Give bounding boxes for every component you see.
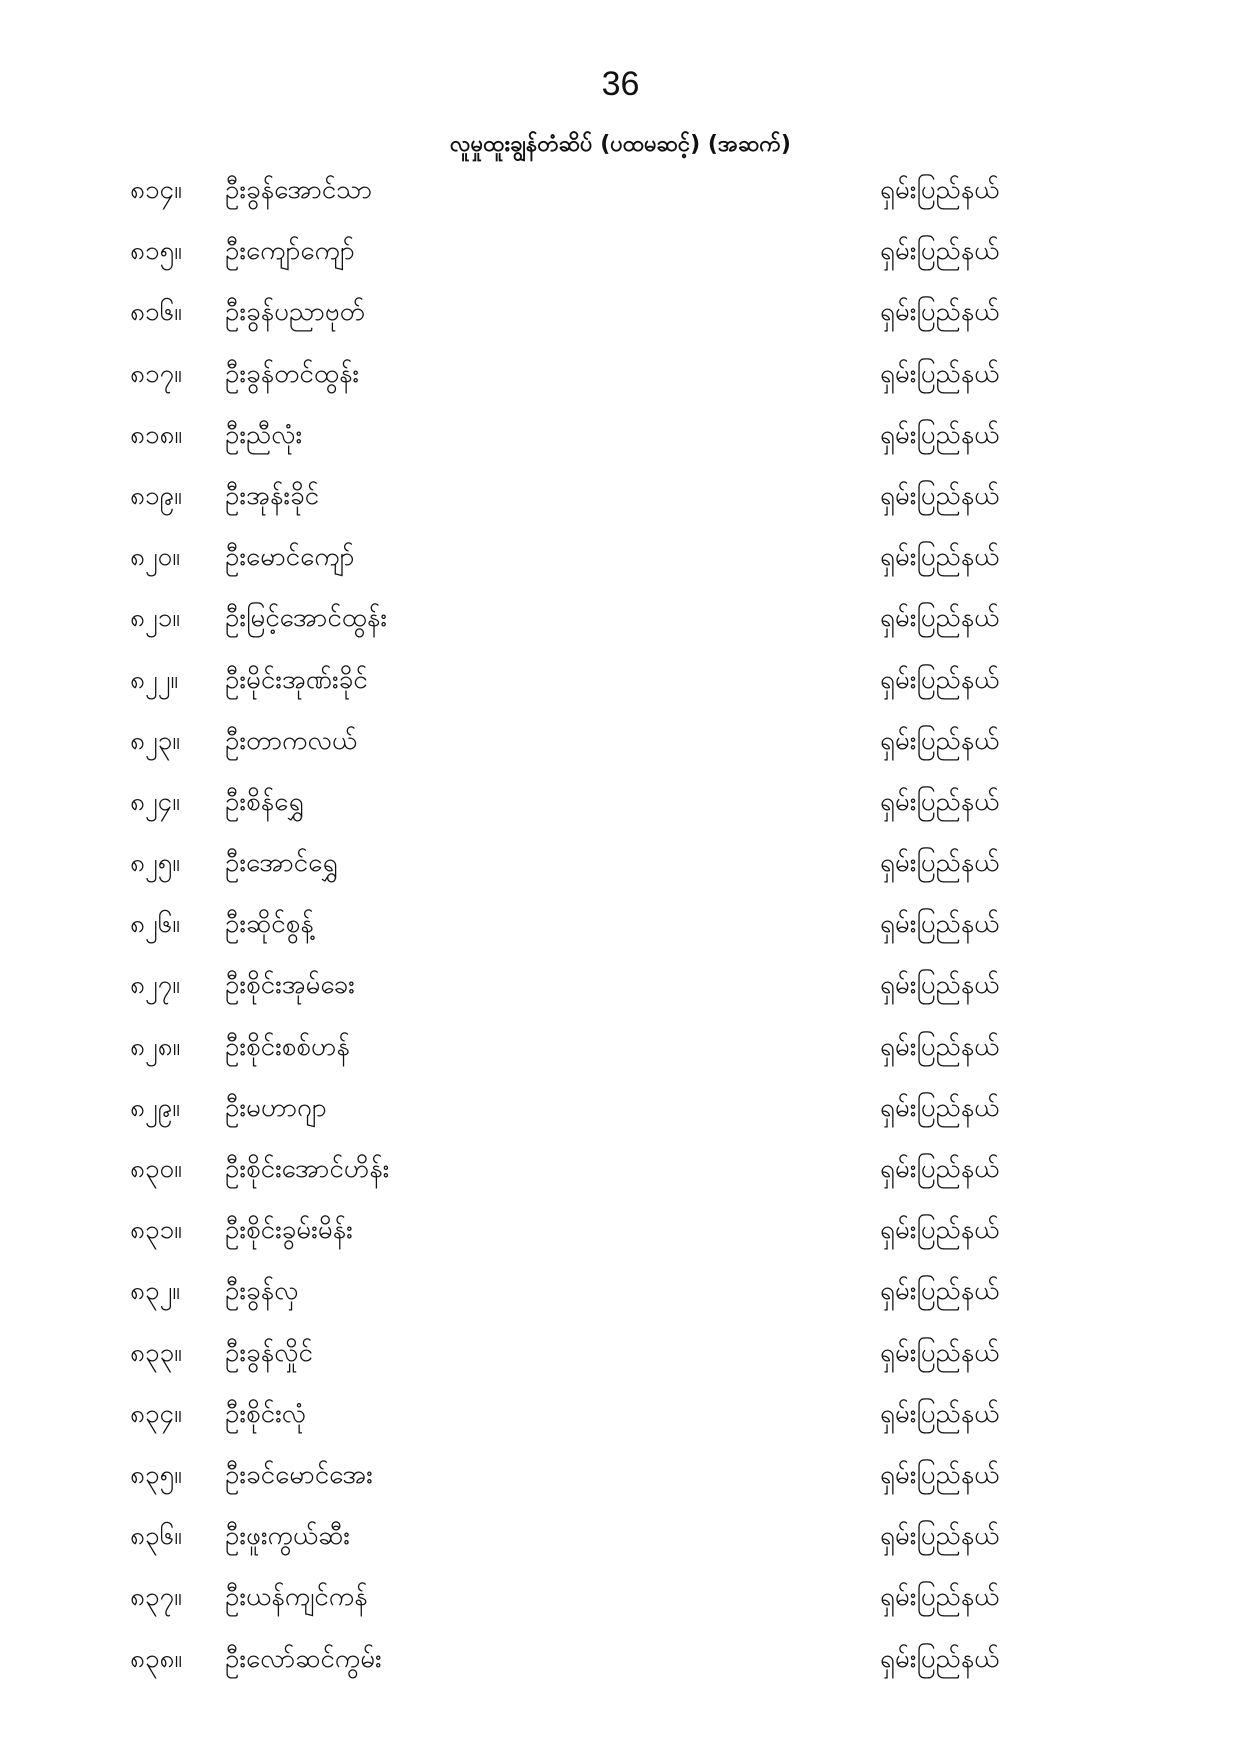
entry-number: ၈၂၅။ — [130, 848, 181, 879]
entry-number: ၈၃၅။ — [130, 1459, 182, 1490]
list-item — [0, 955, 1241, 1016]
recipient-name: ဦးအုန်းခိုင် — [225, 480, 319, 511]
list-item — [0, 1567, 1241, 1628]
list-item — [0, 650, 1241, 711]
list-item — [0, 1445, 1241, 1506]
recipient-name: ဦးလော်ဆင်ကွမ်း — [225, 1643, 382, 1674]
list-item — [0, 1629, 1241, 1690]
recipient-name: ဦးအောင်ရွှေ — [225, 848, 338, 879]
list-item — [0, 405, 1241, 466]
recipient-name: ဦးခင်မောင်အေး — [225, 1459, 373, 1490]
recipient-state: ရှမ်းပြည်နယ် — [880, 480, 1000, 511]
entry-number: ၈၃၇။ — [130, 1582, 182, 1613]
recipient-state: ရှမ်းပြည်နယ် — [880, 970, 1000, 1001]
entry-number: ၈၂၁။ — [130, 603, 181, 634]
recipient-state: ရှမ်းပြည်နယ် — [880, 1582, 1000, 1613]
list-item — [0, 1384, 1241, 1445]
recipient-name: ဦးတာကလယ် — [225, 725, 358, 756]
entry-number: ၈၂၃။ — [130, 725, 181, 756]
list-item — [0, 160, 1241, 221]
entry-number: ၈၂၉။ — [130, 1092, 181, 1123]
list-item — [0, 466, 1241, 527]
recipient-state: ရှမ်းပြည်နယ် — [880, 542, 1000, 573]
entry-number: ၈၁၈။ — [130, 419, 183, 450]
recipient-name: ဦးမြင့်အောင်ထွန်း — [225, 603, 387, 634]
entry-number: ၈၃၃။ — [130, 1337, 182, 1368]
recipient-state: ရှမ်းပြည်နယ် — [880, 297, 1000, 328]
recipient-state: ရှမ်းပြည်နယ် — [880, 1337, 1000, 1368]
list-item — [0, 1139, 1241, 1200]
list-item — [0, 1323, 1241, 1384]
recipient-state: ရှမ်းပြည်နယ် — [880, 1154, 1000, 1184]
page-title: လူမှုထူးချွန်တံဆိပ် (ပထမဆင့်) (အဆက်) — [450, 132, 791, 157]
entry-number: ၈၃၁။ — [130, 1215, 182, 1246]
list-item — [0, 1078, 1241, 1139]
recipient-name: ဦးစိုင်းလုံ — [225, 1398, 307, 1429]
list-item — [0, 833, 1241, 894]
recipient-name: ဦးစိုင်းအောင်ဟိန်း — [225, 1154, 390, 1184]
recipient-state: ရှမ်းပြည်နယ် — [880, 603, 1000, 634]
recipient-state: ရှမ်းပြည်နယ် — [880, 786, 1000, 817]
entry-number: ၈၁၄။ — [130, 175, 182, 205]
recipient-state: ရှမ်းပြည်နယ် — [880, 664, 1000, 695]
recipient-name: ဦးစိုင်းစစ်ဟန် — [225, 1031, 350, 1062]
page-number: 36 — [601, 65, 640, 103]
entry-number: ၈၁၉။ — [130, 480, 182, 511]
entry-number: ၈၂၄။ — [130, 786, 181, 817]
recipient-name: ဦးခွန်ပညာဗုတ် — [225, 297, 365, 328]
entry-number: ၈၃၀။ — [130, 1154, 182, 1184]
recipient-name: ဦးမဟာဂျာ — [225, 1092, 327, 1123]
entry-number: ၈၂၇။ — [130, 970, 181, 1001]
recipient-name: ဦးကျော်ကျော် — [225, 236, 355, 267]
recipient-name: ဦးဖူးကွယ်ဆီး — [225, 1521, 350, 1552]
recipient-state: ရှမ်းပြည်နယ် — [880, 1031, 1000, 1062]
recipient-state: ရှမ်းပြည်နယ် — [880, 1643, 1000, 1674]
list-item — [0, 894, 1241, 955]
recipient-name: ဦးညီလုံး — [225, 419, 303, 450]
recipient-state: ရှမ်းပြည်နယ် — [880, 419, 1000, 450]
list-item — [0, 588, 1241, 649]
recipient-state: ရှမ်းပြည်နယ် — [880, 909, 1000, 940]
list-item — [0, 282, 1241, 343]
recipient-name: ဦးခွန်အောင်သာ — [225, 175, 373, 205]
recipient-state: ရှမ်းပြည်နယ် — [880, 1521, 1000, 1552]
recipient-state: ရှမ်းပြည်နယ် — [880, 1398, 1000, 1429]
recipient-state: ရှမ်းပြည်နယ် — [880, 358, 1000, 389]
entry-number: ၈၃၈။ — [130, 1643, 183, 1674]
recipient-name: ဦးစိုင်းအုမ်ခေး — [225, 970, 355, 1001]
entry-number: ၈၂၆။ — [130, 909, 181, 940]
entry-number: ၈၃၄။ — [130, 1398, 182, 1429]
recipient-state: ရှမ်းပြည်နယ် — [880, 848, 1000, 879]
recipient-state: ရှမ်းပြည်နယ် — [880, 175, 1000, 205]
entry-number: ၈၃၆။ — [130, 1521, 182, 1552]
list-item — [0, 1017, 1241, 1078]
list-item — [0, 344, 1241, 405]
entry-number: ၈၃၂။ — [130, 1276, 181, 1307]
list-item — [0, 711, 1241, 772]
award-recipient-list — [0, 160, 1241, 1690]
recipient-name: ဦးစိုင်းခွမ်းမိန်း — [225, 1215, 353, 1246]
list-item — [0, 1506, 1241, 1567]
recipient-name: ဦးယန်ကျင်ကန် — [225, 1582, 368, 1613]
list-item — [0, 1200, 1241, 1261]
entry-number: ၈၂၀။ — [130, 542, 181, 573]
entry-number: ၈၂၂။ — [130, 664, 179, 695]
list-item — [0, 221, 1241, 282]
recipient-name: ဦးမောင်ကျော် — [225, 542, 355, 573]
recipient-name: ဦးစိန်ရွှေ — [225, 786, 304, 817]
entry-number: ၈၁၆။ — [130, 297, 182, 328]
list-item — [0, 1261, 1241, 1322]
recipient-state: ရှမ်းပြည်နယ် — [880, 1092, 1000, 1123]
recipient-name: ဦးခွန်တင်ထွန်း — [225, 358, 360, 389]
recipient-name: ဦးခွန်လှ — [225, 1276, 299, 1307]
recipient-state: ရှမ်းပြည်နယ် — [880, 236, 1000, 267]
list-item — [0, 527, 1241, 588]
recipient-state: ရှမ်းပြည်နယ် — [880, 725, 1000, 756]
list-item — [0, 772, 1241, 833]
recipient-name: ဦးခွန်လှိုင် — [225, 1337, 313, 1368]
entry-number: ၈၂၈။ — [130, 1031, 181, 1062]
recipient-state: ရှမ်းပြည်နယ် — [880, 1215, 1000, 1246]
entry-number: ၈၁၅။ — [130, 236, 182, 267]
recipient-name: ဦးမိုင်းအုဏ်းခိုင် — [225, 664, 368, 695]
recipient-name: ဦးဆိုင်စွန့် — [225, 909, 314, 940]
entry-number: ၈၁၇။ — [130, 358, 182, 389]
recipient-state: ရှမ်းပြည်နယ် — [880, 1459, 1000, 1490]
recipient-state: ရှမ်းပြည်နယ် — [880, 1276, 1000, 1307]
